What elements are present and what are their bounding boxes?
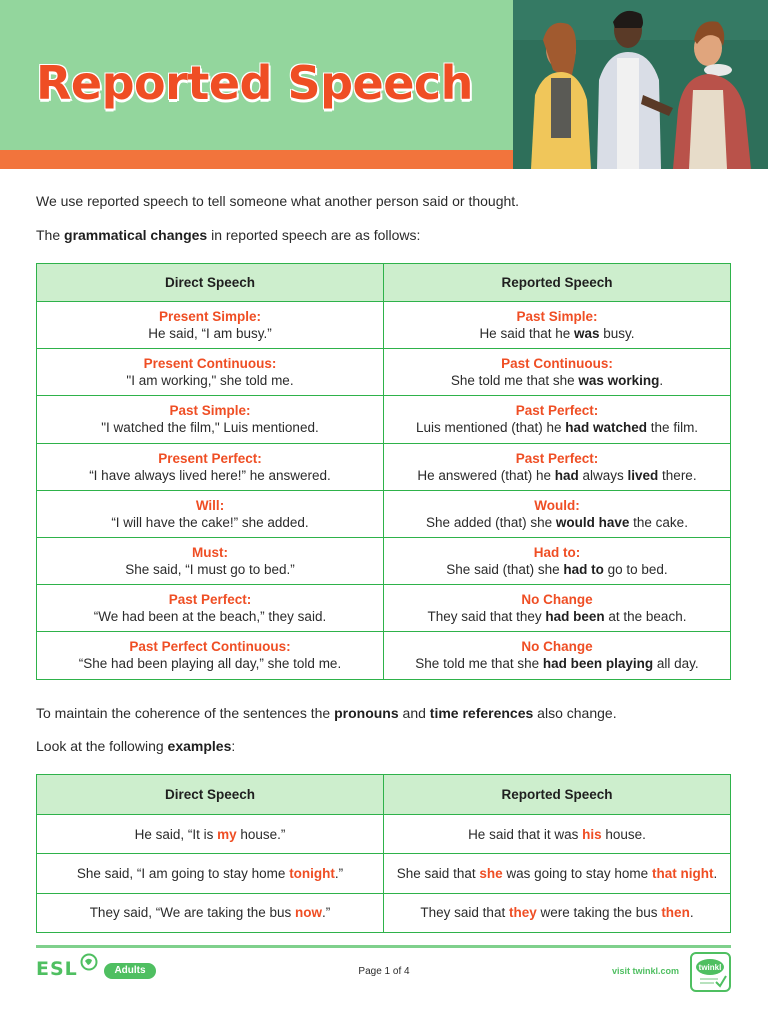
text-part: house. [601,826,646,842]
adults-badge: Adults [104,963,156,979]
direct-example: “We had been at the beach,” they said. [93,609,327,625]
table-row [37,893,731,932]
text-part: She said that [396,865,480,881]
text-part: at the beach. [604,609,687,625]
direct-speech-cell [37,585,384,632]
text-part: He answered (that) he [417,467,555,483]
tense-label: Present Simple: [158,309,262,325]
table-row [37,854,731,893]
text-part: . [659,373,664,389]
table-row [37,585,731,632]
text-part: She told me that she [450,373,579,389]
reported-speech-cell [384,443,731,490]
verb-highlight: had [554,467,579,483]
direct-speech-cell [37,632,384,679]
highlight-word: now [295,905,323,921]
reported-speech-cell [384,349,731,396]
twinkl-logo-icon [692,954,729,990]
reported-speech-cell [384,396,731,443]
text-part: They said that [420,905,509,921]
reported-example [426,515,688,530]
tense-label: Had to: [533,545,581,561]
text-part: busy. [599,326,635,342]
text-part: She added (that) she [426,514,556,530]
text-part: He said that it was [468,826,583,842]
reported-speech-cell [384,854,731,893]
reported-example [415,656,698,671]
reported-speech-cell [384,632,731,679]
text-part: They said that they [427,609,546,625]
direct-example: "I watched the film," Luis mentioned. [101,420,319,436]
header-orange-stripe [0,150,513,169]
text-part: the cake. [629,514,688,530]
table-header-row [37,775,731,815]
tense-label: Past Perfect: [515,450,599,466]
reported-speech-cell [384,815,731,854]
people-photo-illustration [513,0,768,169]
reported-speech-cell [384,490,731,537]
visit-link[interactable]: visit twinkl.com [612,966,680,976]
direct-speech-cell [37,349,384,396]
highlight-word: she [479,865,503,881]
highlight-word: they [508,905,537,921]
examples-table [36,774,731,933]
verb-highlight: had to [563,562,604,578]
footer-divider [36,945,731,948]
text-part: always [578,467,628,483]
reported-example [451,373,663,388]
text-part: She said (that) she [446,562,564,578]
verb-highlight: was working [578,373,660,389]
intro-sentence: We use reported speech to tell someone what another person said or thought. [36,193,520,209]
highlight-word: his [582,826,602,842]
grammar-changes-table [36,263,731,680]
table-row [37,490,731,537]
table-row [37,396,731,443]
tense-label: No Change [521,592,593,608]
header-photo [513,0,768,169]
reported-example [428,609,687,624]
direct-speech-cell [37,537,384,584]
tense-label: Past Simple: [516,309,598,325]
tense-label: Past Simple: [169,403,251,419]
table-row [37,443,731,490]
text-part: Luis mentioned (that) he [415,420,566,436]
direct-speech-cell [37,854,384,893]
verb-highlight: had been [545,609,605,625]
page-number: Page 1 of 4 [358,966,410,977]
highlight-word: then [661,905,690,921]
reported-speech-cell [384,537,731,584]
tense-label: No Change [521,639,593,655]
text-part: go to bed. [603,562,668,578]
direct-speech-cell [37,893,384,932]
intro-grammar-sentence: The grammatical changes in reported speech are as follows: [36,227,421,243]
column-header-direct: Direct Speech [37,775,384,815]
table-row [37,537,731,584]
coherence-sentence: To maintain the coherence of the sentences the pronouns and time references also change. [36,705,617,721]
highlight-word: that night [651,865,714,881]
reported-speech-cell [384,893,731,932]
direct-example: She said, “I must go to bed.” [125,562,295,578]
direct-example: "I am working," she told me. [126,373,294,389]
tense-label: Present Continuous: [143,356,277,372]
esl-logo: ESL [36,958,78,980]
table-header-row [37,264,731,302]
text-part: She told me that she [415,656,543,672]
text-part: was going to stay home [502,865,652,881]
text-part: there. [658,467,697,483]
direct-speech-cell [37,443,384,490]
text-part: They said, “We are taking the bus [89,905,296,921]
direct-speech-cell [37,815,384,854]
text-part: .” [334,865,344,881]
text-part: the film. [647,420,699,436]
text-part: He said, “It is [134,826,218,842]
direct-speech-cell [37,490,384,537]
reported-speech-cell [384,585,731,632]
reported-example [416,420,698,435]
text-part: He said that he [479,326,574,342]
highlight-word: tonight [289,865,335,881]
column-header-reported: Reported Speech [384,775,731,815]
twinkl-logo-text: twinkl [698,963,722,972]
page-header [0,0,768,170]
column-header-direct: Direct Speech [37,264,384,302]
text-part: . [713,865,718,881]
verb-highlight: had watched [565,420,648,436]
reported-example [417,468,696,483]
text-part: all day. [653,656,699,672]
text-part: She said, “I am going to stay home [76,865,290,881]
tense-label: Past Perfect: [515,403,599,419]
verb-highlight: would have [555,514,630,530]
table-row [37,632,731,679]
direct-example: “I have always lived here!” he answered. [89,467,331,483]
tense-label: Will: [195,497,225,513]
direct-example: “She had been playing all day,” she told me. [78,656,342,672]
verb-highlight: had been playing [542,656,654,672]
column-header-reported: Reported Speech [384,264,731,302]
tense-label: Past Perfect: [168,592,252,608]
text-part: were taking the bus [536,905,662,921]
reported-speech-cell [384,302,731,349]
tense-label: Would: [534,497,580,513]
page-title: Reported Speech [36,56,473,110]
highlight-word: my [217,826,237,842]
verb-highlight: lived [627,467,659,483]
verb-highlight: was [574,326,600,342]
direct-example: He said, “I am busy.” [148,326,272,342]
direct-example: “I will have the cake!” she added. [111,514,309,530]
table-row [37,349,731,396]
text-part: .” [322,905,331,921]
tense-label: Must: [192,545,228,561]
text-part: . [689,905,694,921]
table-row [37,815,731,854]
direct-speech-cell [37,396,384,443]
tense-label: Past Continuous: [501,356,613,372]
tense-label: Past Perfect Continuous: [129,639,291,655]
tense-label: Present Perfect: [158,450,262,466]
reported-example [446,562,667,577]
table-row [37,302,731,349]
reported-example [479,326,634,341]
text-part: house.” [236,826,286,842]
examples-sentence: Look at the following examples: [36,738,236,754]
direct-speech-cell [37,302,384,349]
twinkl-quality-badge [690,952,731,992]
